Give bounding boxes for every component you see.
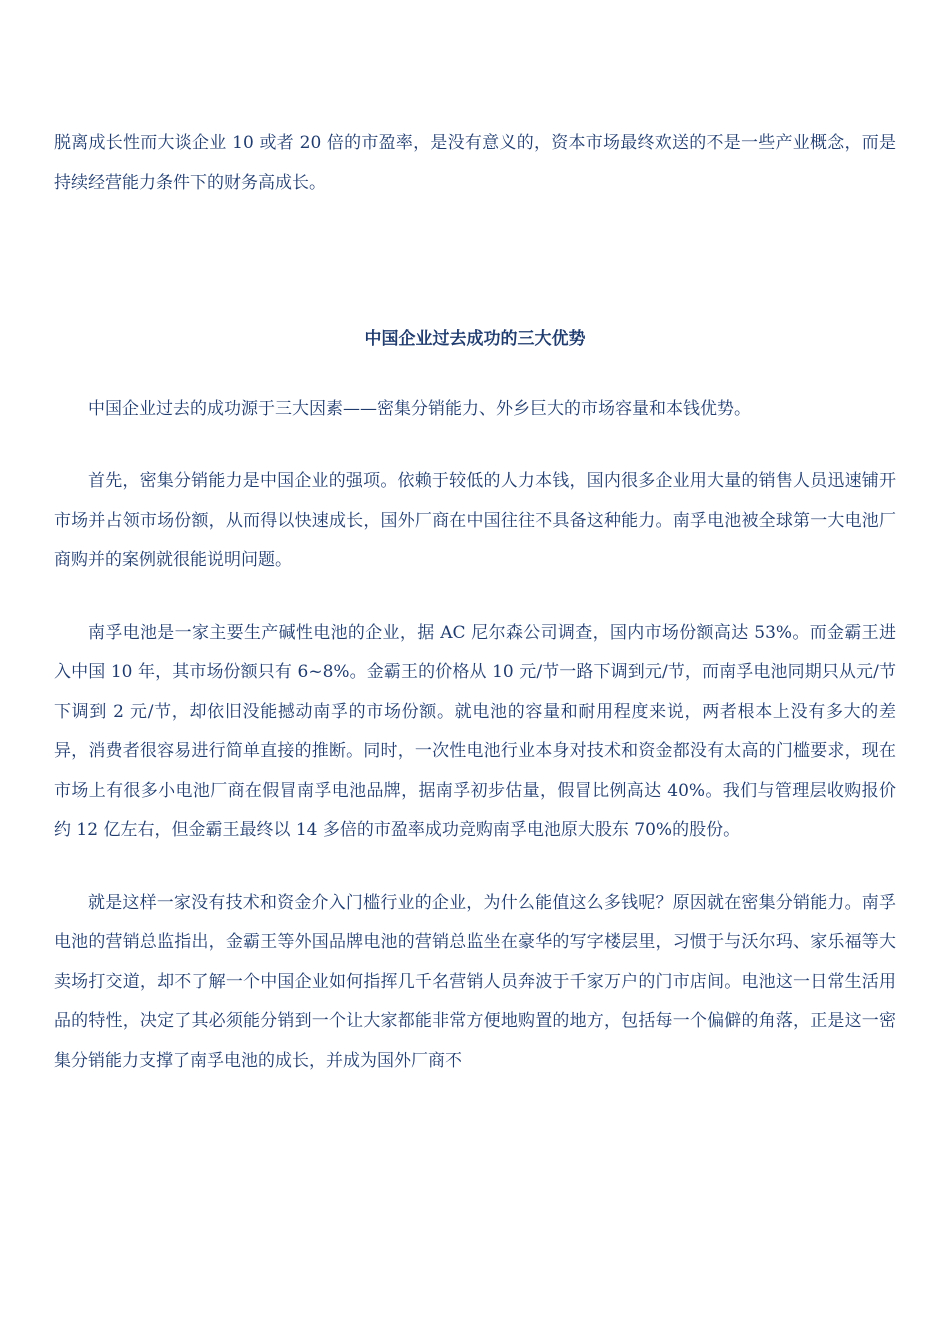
paragraph-distribution: 首先，密集分销能力是中国企业的强项。依赖于较低的人力本钱，国内很多企业用大量的销售人员迅速铺开市场并占领市场份额，从而得以快速成长，国外厂商在中国往往不具备这种能力。南孚电池被全球第一大电池厂商购并的案例就很能说明问题。: [54, 471, 896, 570]
section-heading: 中国企业过去成功的三大优势: [364, 329, 586, 349]
paragraph-three-factors: 中国企业过去的成功源于三大因素——密集分销能力、外乡巨大的市场容量和本钱优势。: [88, 398, 751, 419]
paragraph-intro: 脱离成长性而大谈企业 10 或者 20 倍的市盈率，是没有意义的，资本市场最终欢送的不是一些产业概念，而是持续经营能力条件下的财务高成长。: [54, 133, 896, 193]
paragraph-why-valuable: 就是这样一家没有技术和资金介入门槛行业的企业，为什么能值这么多钱呢？原因就在密集分销能力。南孚电池的营销总监指出，金霸王等外国品牌电池的营销总监坐在豪华的写字楼层里，习惯于与沃尔玛、家乐福等大卖场打交道，却不了解一个中国企业如何指挥几千名营销人员奔波于千家万户的门市店间。电池这一日常生活用品的特性，决定了其必须能分销到一个让大家都能非常方便地购置的地方，包括每一个偏僻的角落，正是这一密集分销能力支撑了南孚电池的成长，并成为国外厂商不: [54, 892, 896, 1071]
document-body: [54, 124, 896, 1081]
paragraph-nanfu-case: 南孚电池是一家主要生产碱性电池的企业，据 AC 尼尔森公司调查，国内市场份额高达 53%。而金霸王进入中国 10 年，其市场份额只有 6~8%。金霸王的价格从 10 元/节一路下调到元/节，而南孚电池同期只从元/节下调到 2 元/节，却依旧没能撼动南孚的市场份额。就电池的容量和耐用程度来说，两者根本上没有多大的差异，消费者很容易进行简单直接的推断。同时，一次性电池行业本身对技术和资金都没有太高的门槛要求，现在市场上有很多小电池厂商在假冒南孚电池品牌，据南孚初步估量，假冒比例高达 40%。我们与管理层收购报价约 12 亿左右，但金霸王最终以 14 多倍的市盈率成功竞购南孚电池原大股东 70%的股份。: [54, 622, 896, 840]
